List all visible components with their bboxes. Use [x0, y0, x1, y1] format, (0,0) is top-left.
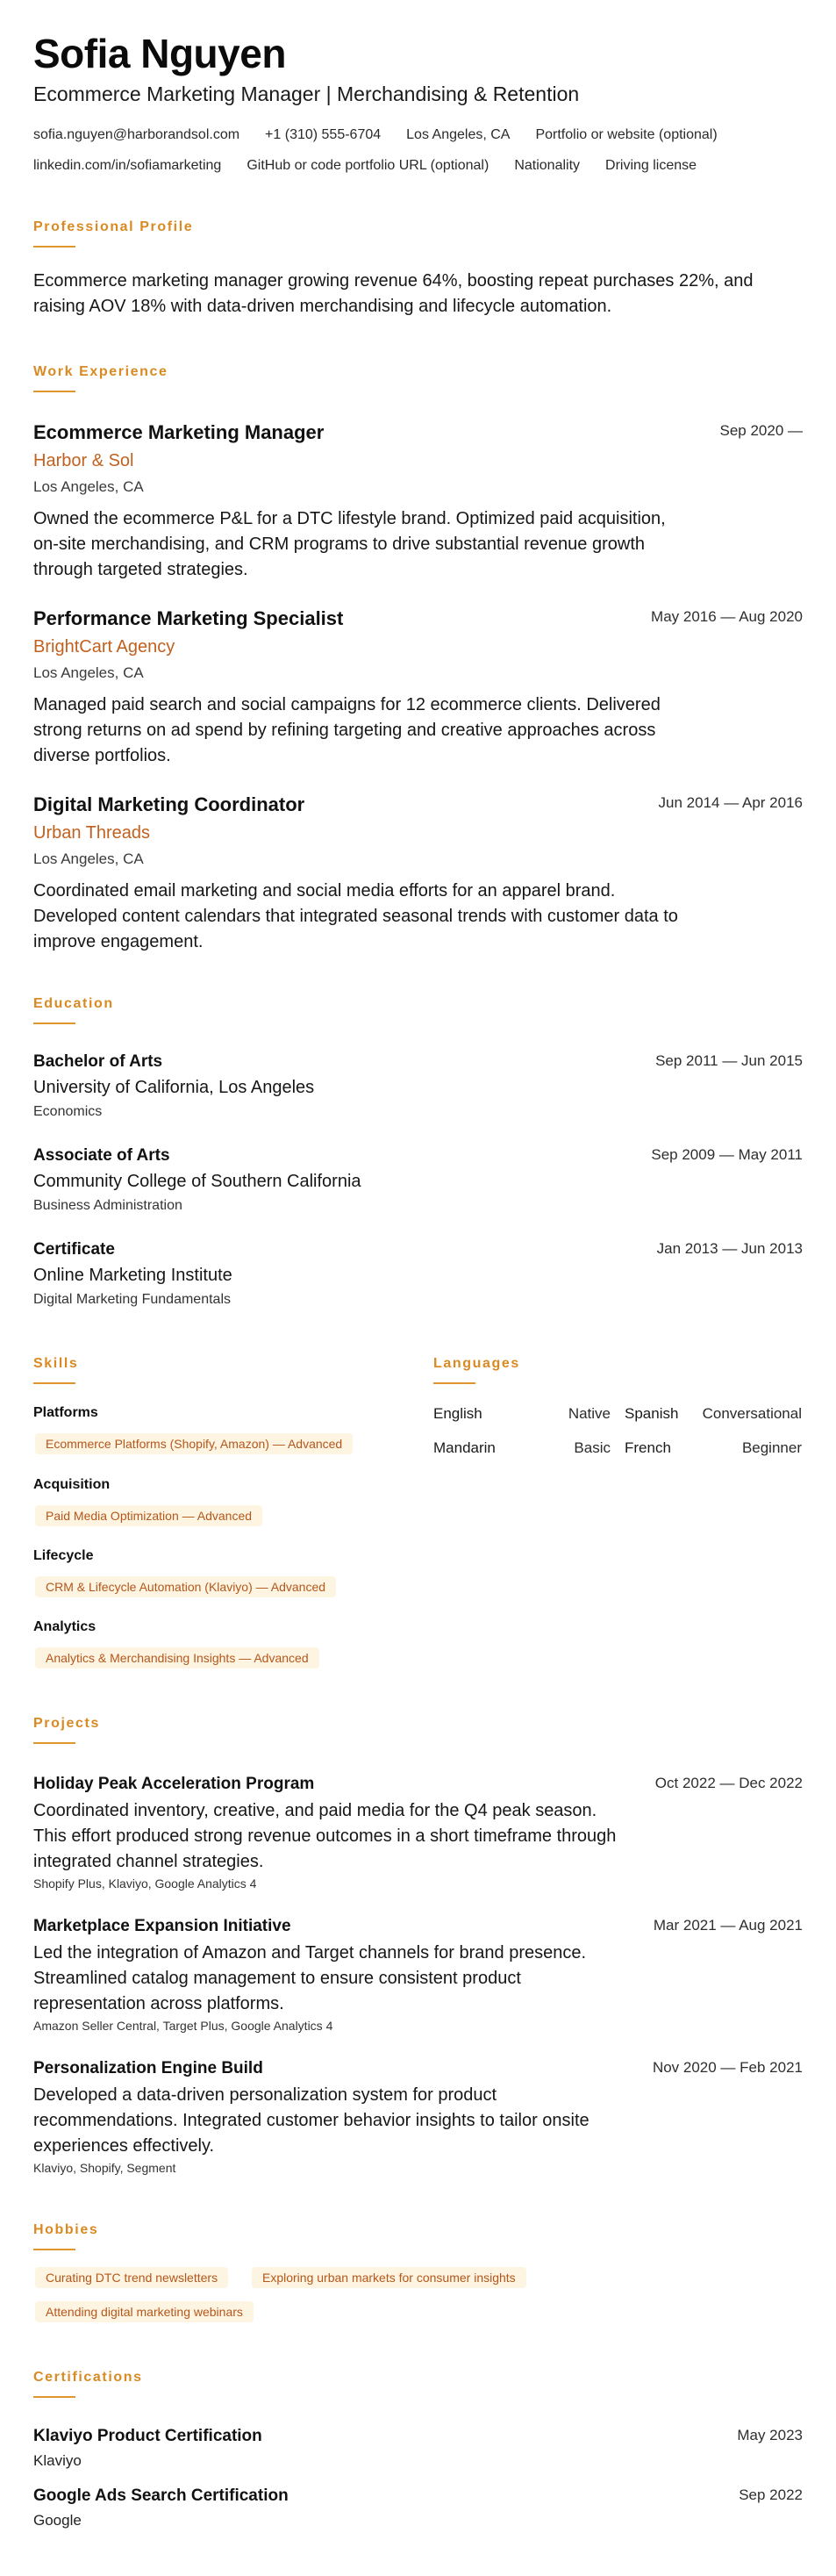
job-description: Owned the ecommerce P&L for a DTC lifestyle brand. Optimized paid acquisition, on-site merchandising, and CRM programs to drive substantial revenue growth through targeted strategies.: [33, 509, 666, 579]
language-item: [618, 1439, 802, 1457]
project-tech: Amazon Seller Central, Target Plus, Google Analytics 4: [33, 2019, 333, 2033]
section-rule: [33, 1023, 75, 1024]
job-dates: Sep 2020 —: [719, 422, 803, 439]
contact-driving-license: Driving license: [605, 158, 697, 173]
project-dates: Mar 2021 — Aug 2021: [653, 1917, 803, 1934]
candidate-name: Sofia Nguyen: [33, 31, 286, 76]
hobby-pill: Attending digital marketing webinars: [35, 2301, 254, 2322]
section-title-hobbies: Hobbies: [33, 2222, 99, 2237]
contact-row-2: [33, 158, 722, 174]
contact-row-1: [33, 127, 743, 143]
education-field: Economics: [33, 1104, 103, 1119]
language-level: Native: [568, 1405, 611, 1422]
education-degree: Bachelor of Arts: [33, 1052, 163, 1071]
project-description: Led the integration of Amazon and Target channels for brand presence. Streamlined catalog management to ensure consistent product representation across platforms.: [33, 1943, 587, 2013]
language-row: [433, 1439, 803, 1457]
contact-portfolio[interactable]: Portfolio or website (optional): [535, 127, 718, 142]
language-item: [618, 1405, 802, 1423]
education-dates: Sep 2011 — Jun 2015: [655, 1052, 803, 1069]
section-rule: [33, 1382, 75, 1384]
contact-linkedin[interactable]: linkedin.com/in/sofiamarketing: [33, 158, 222, 173]
language-level: Basic: [574, 1439, 611, 1456]
section-rule: [33, 2249, 75, 2250]
language-item: [433, 1439, 618, 1457]
job-location: Los Angeles, CA: [33, 664, 144, 681]
job-description: Managed paid search and social campaigns for 12 ecommerce clients. Delivered strong returns on ad spend by refining targeting and creative approaches across diverse portfolios.: [33, 695, 661, 765]
contact-email[interactable]: sofia.nguyen@harborandsol.com: [33, 127, 240, 142]
certification-title: Klaviyo Product Certification: [33, 2427, 262, 2445]
project-tech: Klaviyo, Shopify, Segment: [33, 2161, 176, 2175]
certification-issuer: Google: [33, 2512, 82, 2529]
job-company: Urban Threads: [33, 823, 151, 843]
language-row: [433, 1405, 803, 1423]
skill-pill: Paid Media Optimization — Advanced: [35, 1505, 262, 1526]
job-title: Digital Marketing Coordinator: [33, 793, 305, 815]
certification-issuer: Klaviyo: [33, 2452, 82, 2469]
education-school: Online Marketing Institute: [33, 1266, 232, 1285]
hobby-pill: Curating DTC trend newsletters: [35, 2267, 228, 2288]
job-title: Performance Marketing Specialist: [33, 607, 344, 629]
section-title-profile: Professional Profile: [33, 219, 194, 234]
section-title-education: Education: [33, 996, 114, 1011]
education-degree: Certificate: [33, 1240, 115, 1259]
education-degree: Associate of Arts: [33, 1146, 170, 1165]
skill-pill: Ecommerce Platforms (Shopify, Amazon) — Advanced: [35, 1433, 353, 1454]
certification-date: Sep 2022: [739, 2486, 803, 2503]
education-field: Business Administration: [33, 1198, 182, 1213]
contact-github[interactable]: GitHub or code portfolio URL (optional): [247, 158, 489, 173]
section-rule: [433, 1382, 475, 1384]
language-name: Mandarin: [433, 1439, 496, 1456]
skill-category: Acquisition: [33, 1477, 111, 1492]
certification-date: May 2023: [737, 2427, 803, 2443]
job-dates: May 2016 — Aug 2020: [651, 608, 803, 625]
job-location: Los Angeles, CA: [33, 850, 144, 867]
section-rule: [33, 246, 75, 248]
skill-category: Lifecycle: [33, 1548, 94, 1563]
profile-summary: Ecommerce marketing manager growing revenue 64%, boosting repeat purchases 22%, and raising AOV 18% with data-driven merchandising and lifecycle automation.: [33, 271, 754, 316]
job-location: Los Angeles, CA: [33, 478, 144, 495]
language-name: Spanish: [625, 1405, 679, 1422]
section-title-skills: Skills: [33, 1356, 79, 1371]
contact-location: Los Angeles, CA: [406, 127, 511, 142]
section-title-experience: Work Experience: [33, 364, 168, 379]
skill-pill: CRM & Lifecycle Automation (Klaviyo) — Advanced: [35, 1576, 336, 1597]
project-title: Personalization Engine Build: [33, 2059, 263, 2077]
project-dates: Nov 2020 — Feb 2021: [652, 2059, 803, 2076]
job-description: Coordinated email marketing and social media efforts for an apparel brand. Developed content calendars that integrated seasonal trends with customer data to improve engagement.: [33, 881, 678, 951]
education-field: Digital Marketing Fundamentals: [33, 1292, 231, 1307]
job-company: BrightCart Agency: [33, 637, 175, 657]
certification-title: Google Ads Search Certification: [33, 2486, 289, 2505]
job-company: Harbor & Sol: [33, 451, 134, 470]
section-rule: [33, 2396, 75, 2398]
job-title: Ecommerce Marketing Manager: [33, 421, 325, 443]
education-dates: Sep 2009 — May 2011: [651, 1146, 803, 1163]
skill-pill: Analytics & Merchandising Insights — Advanced: [35, 1647, 319, 1668]
education-dates: Jan 2013 — Jun 2013: [656, 1240, 803, 1257]
contact-nationality: Nationality: [514, 158, 581, 173]
job-dates: Jun 2014 — Apr 2016: [658, 794, 803, 811]
section-rule: [33, 1742, 75, 1744]
language-name: English: [433, 1405, 482, 1422]
candidate-headline: Ecommerce Marketing Manager | Merchandising & Retention: [33, 83, 580, 105]
skill-category: Platforms: [33, 1405, 98, 1420]
language-level: Beginner: [741, 1439, 802, 1456]
section-title-languages: Languages: [433, 1356, 520, 1371]
project-description: Developed a data-driven personalization system for product recommendations. Integrated customer behavior insights to tailor onsite experiences effectively.: [33, 2085, 589, 2156]
project-title: Holiday Peak Acceleration Program: [33, 1775, 315, 1793]
project-description: Coordinated inventory, creative, and paid media for the Q4 peak season. This effort produced strong revenue outcomes in a short timeframe through integrated channel strategies.: [33, 1801, 617, 1871]
contact-phone[interactable]: +1 (310) 555-6704: [265, 127, 382, 142]
section-rule: [33, 391, 75, 392]
language-item: [433, 1405, 618, 1423]
education-school: Community College of Southern California: [33, 1172, 361, 1191]
hobby-pill: Exploring urban markets for consumer insights: [252, 2267, 526, 2288]
project-dates: Oct 2022 — Dec 2022: [654, 1775, 803, 1791]
language-name: French: [625, 1439, 671, 1456]
skill-category: Analytics: [33, 1619, 96, 1634]
education-school: University of California, Los Angeles: [33, 1078, 315, 1097]
section-title-certifications: Certifications: [33, 2370, 143, 2385]
project-tech: Shopify Plus, Klaviyo, Google Analytics 4: [33, 1876, 257, 1891]
language-level: Conversational: [702, 1405, 802, 1422]
section-title-projects: Projects: [33, 1716, 100, 1731]
project-title: Marketplace Expansion Initiative: [33, 1917, 291, 1935]
